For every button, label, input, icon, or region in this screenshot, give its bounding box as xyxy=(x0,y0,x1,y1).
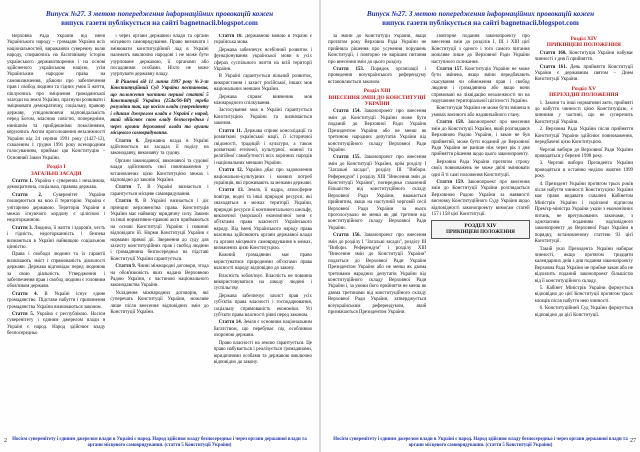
article-number: Стаття 158. xyxy=(436,120,468,126)
paragraph-text: Законопроект про внесення змін до Конституції України, крім розділу I "Загальні засади", розділу III "Вибори. Референдум" і розділу XIII "Внесення змін до Конституції України", попередньо схвалений більшістю від конституційного складу Верховної Ради України, вважається прийнятим, якщо на наступній черговій сесії Верховної Ради України за нього проголосувало не менш як дві третини від конституційного складу Верховної Ради України. xyxy=(328,155,427,231)
header-line-2: випуск газети публікується на сайті bagnetnacii.blogspot.com xyxy=(382,19,579,27)
paragraph xyxy=(431,67,529,105)
stamp-number: РОЗДІЛ XIV xyxy=(464,223,497,230)
right-column-1 xyxy=(328,34,426,430)
paragraph xyxy=(110,199,208,263)
article-number: Стаття 12. xyxy=(218,168,246,174)
paragraph-text: Земля, її надра, атмосферне повітря, водні та інші природні ресурси, які знаходяться в межах території України, природні ресурси її континентального шельфу, виключної (морської) економічної зони є об'єктами права власності Українського народу. Від імені Українського народу права власника здійснюють органи державної влади та органи місцевого самоврядування в межах, визначених цією Конституцією. xyxy=(213,188,312,251)
left-column-1 xyxy=(7,34,105,430)
left-page xyxy=(0,0,319,452)
paragraph xyxy=(535,127,633,146)
stamp-title: ПРИКІНЦЕВІ ПОЛОЖЕННЯ xyxy=(446,229,515,235)
section-heading xyxy=(328,88,426,107)
paragraph xyxy=(214,294,312,320)
paragraph-text: Україна дбає про задоволення національно-культурних і мовних потреб українців, які проживають за межами держави. xyxy=(213,168,312,186)
section-stamp-image xyxy=(431,220,529,239)
paragraph xyxy=(214,74,312,93)
article-number: Стаття 160. xyxy=(539,50,570,56)
article-number: Стаття 6. xyxy=(115,138,145,144)
section-number: Розділ І xyxy=(46,164,66,171)
article-number: Стаття 9. xyxy=(115,264,138,270)
paragraph-text: Кожний громадянин має право користуватися природними об'єктами права власності народу відповідно до закону. xyxy=(213,253,312,272)
paragraph xyxy=(110,291,208,317)
left-page-header xyxy=(6,10,313,28)
paragraph-text: і через органи державної влади та органи місцевого самоврядування. Право визначати і змінювати конституційний лад в Україні належить виключно народові і не може бути узурповане державою, її органами або посадовими особами. Ніхто не може узурпувати державну владу. xyxy=(110,34,209,78)
article-number: Стаття 159. xyxy=(436,179,468,185)
paragraph-text: В Україні гарантується вільний розвиток, використання і захист російської, інших мов національних меншин України. xyxy=(213,74,312,93)
paragraph-text: Держава забезпечує захист прав усіх суб'єктів права власності і господарювання, соціальну спрямованість економіки. Усі суб'єкти права власності рівні перед законом. xyxy=(213,293,312,319)
section-title: ПЕРЕХІДНІ ПОЛОЖЕННЯ xyxy=(549,92,619,99)
paragraph xyxy=(214,253,312,272)
paragraph xyxy=(7,252,105,290)
paragraph xyxy=(110,264,208,290)
section-number: Розділ XV xyxy=(571,85,596,92)
paragraph-text: Конституція України набуває чинності з дня її прийняття. xyxy=(534,50,633,63)
paragraph-text: Повторне подання законопроекту про внесення змін до розділів I, III і XIII цієї Конституції з одного і того самого питання можливе лише до Верховної Ради України наступного скликання. xyxy=(431,34,530,65)
paragraph xyxy=(214,341,312,367)
article-number: Стаття 156. xyxy=(333,233,365,239)
paragraph-text: 4. Президент України протягом трьох років після набуття чинності Конституцією України має право видавати схвалені Кабінетом Міністрів України і скріплені підписом Прем'єр-міністра України укази з економічних питань, не врегульованих законами, з одночасним поданням відповідного законопроекту до Верховної Ради України в порядку, встановленому статтею 93 цієї Конституції. xyxy=(534,181,633,245)
paragraph xyxy=(214,188,312,252)
paragraph-text: 3. Чергові вибори Президента України проводяться в останню неділю жовтня 1999 року. xyxy=(534,161,633,180)
article-number: Стаття 161. xyxy=(539,64,570,70)
article-number: Стаття 4. xyxy=(12,291,45,297)
paragraph-text: Укладення міжнародних договорів, які суперечать Конституції України, можливе лише після внесення відповідних змін до Конституції України. xyxy=(110,290,209,316)
paragraph xyxy=(535,182,633,246)
article-number: Стаття 7. xyxy=(115,185,148,191)
paragraph-text: Суверенітет України поширюється на всю її територію. Україна є унітарною державою. Територія України в межах існуючого кордону є цілісною і недоторканною. xyxy=(7,192,106,224)
paragraph-text: Україна є республікою. Носієм суверенітету і єдиним джерелом влади в Україні є народ. Народ здійснює владу безпосередньо xyxy=(7,312,106,337)
right-column-2 xyxy=(431,34,529,430)
paragraph xyxy=(214,34,312,47)
paragraph-text: В Україні існує єдине громадянство. Підстави набуття і припинення громадянства України визначаються законом. xyxy=(7,291,106,310)
paragraph xyxy=(328,233,426,316)
paragraph-text: за зміни до Конституції України, якщо протягом року Верховна Рада України не прийняла рішення про усунення порушень Конституції, і повторно не вирішив питання про внесення змін до цього розділу. xyxy=(328,34,427,65)
header-line-1: Випуск №27. З метою попередження інформаційних провокацій кожен xyxy=(45,10,274,18)
paragraph-text: Держава сприяє вивченню мов міжнародного спілкування. xyxy=(213,94,312,107)
paragraph-text: Держава забезпечує всебічний розвиток і функціонування української мови в усіх сферах суспільного життя на всій території України. xyxy=(213,47,312,73)
right-columns xyxy=(328,34,633,430)
paragraph-text: Людина, її життя і здоров'я, честь і гідність, недоторканність і безпека визнаються в Україні найвищою соціальною цінністю. xyxy=(7,225,106,250)
paragraph xyxy=(328,34,426,66)
paragraph-text: 6. Конституційний Суд України формується відповідно до цієї Конституції. xyxy=(534,306,633,318)
paragraph-text: Україна є суверенна і незалежна, демократична, соціальна, правова держава. xyxy=(7,178,106,191)
article-number: Стаття 13. xyxy=(218,188,248,194)
paragraph xyxy=(7,292,105,311)
article-number: Стаття 155. xyxy=(333,155,365,161)
header-line-1: Випуск №27. З метою попередження інформаційних провокацій кожен xyxy=(366,10,595,18)
paragraph-text: Законопроект про внесення змін до Конституції України розглядається Верховною Радою України за наявності висновку Конституційного Суду України щодо відповідності законопроекту вимогам статей 157 і 158 цієї Конституції. xyxy=(431,179,530,217)
paragraph-text: 1. Закони та інші нормативні акти, прийняті до набуття чинності цією Конституцією, є чинними у частині, що не суперечить Конституції України. xyxy=(534,100,633,125)
paragraph-text: День прийняття Конституції України є державним святом – Днем Конституції України. xyxy=(534,64,633,83)
paragraph xyxy=(535,51,633,64)
paragraph xyxy=(328,155,426,232)
paragraph-text: Верховна Рада України від імені Українського народу – громадян України всіх національностей, виражаючи суверенну волю народу, спираючись на багатовікову історію українського державотворення і на основі здійсненого українською нацією, усім Українським народом права на самовизначення, дбаючи про забезпечення прав і свобод людини та гідних умов її життя, піклуючись про зміцнення громадянської злагоди на землі України, прагнучи розвивати і зміцнювати демократичну, соціальну, правову державу, усвідомлюючи відповідальність перед Богом, власною совістю, попередніми, нинішнім та прийдешніми поколіннями, керуючись Актом проголошення незалежності України від 24 серпня 1991 року (1427-12), схваленим 1 грудня 1991 року всенародним голосуванням, приймає цю Конституцію – Основний Закон України. xyxy=(7,34,106,161)
article-number: Стаття 8. xyxy=(115,199,144,205)
section-title: ВНЕСЕННЯ ЗМІН ДО КОНСТИТУЦІЇ УКРАЇНИ xyxy=(328,94,426,108)
section-heading xyxy=(535,36,633,49)
paragraph-text: Чинні міжнародні договори, згода на обов'язковість яких надана Верховною Радою України, є частиною національного законодавства України. xyxy=(110,264,209,289)
paragraph xyxy=(7,193,105,225)
header-line-2: випуск газети публікується на сайті bagnetnacii.blogspot.com xyxy=(61,19,258,27)
paragraph-text: 5. Кабінет Міністрів України формується відповідно до цієї Конституції протягом трьох місяців після набуття нею чинності. xyxy=(534,286,633,304)
paragraph-text: Конституція України не може бути змінена в умовах воєнного або надзвичайного стану. xyxy=(431,106,530,118)
paragraph xyxy=(110,80,208,138)
paragraph-text: Застосування мов в Україні гарантується Конституцією України та визначається законом. xyxy=(213,108,312,127)
paragraph xyxy=(214,274,312,293)
section-title: ПРИКІНЦЕВІ ПОЛОЖЕННЯ xyxy=(546,42,621,49)
paragraph xyxy=(535,306,633,319)
paragraph xyxy=(431,180,529,218)
paragraph-text: Державна влада в Україні здійснюється на засадах її поділу на законодавчу, виконавчу та судову. xyxy=(110,138,209,157)
article-number: Стаття 1. xyxy=(12,178,35,184)
paragraph-text: В Україні визнається і діє принцип верховенства права. Конституція України має найвищу юридичну силу. Закони та інші нормативно-правові акти приймаються на основі Конституції України і повинні відповідати їй. Норми Конституції України є нормами прямої дії. Звернення до суду для захисту конституційних прав і свобод людини і громадянина безпосередньо на підставі Конституції України гарантується. xyxy=(110,199,209,262)
section-number: Розділ XIV xyxy=(570,36,598,42)
paragraph xyxy=(214,48,312,74)
section-heading xyxy=(535,86,633,99)
paragraph xyxy=(535,247,633,285)
paragraph xyxy=(431,120,529,158)
left-column-2 xyxy=(110,34,208,430)
paragraph xyxy=(535,161,633,180)
paragraph xyxy=(7,179,105,192)
paragraph xyxy=(110,34,208,79)
paragraph xyxy=(110,159,208,185)
left-page-number: 2 xyxy=(4,438,7,444)
article-number: Стаття 153. xyxy=(333,67,371,73)
paragraph-text: Земля є основним національним багатством, що перебуває під особливою охороною держави. xyxy=(213,320,312,339)
paragraph xyxy=(7,312,105,338)
paragraph-text: Право власності на землю гарантується. Це право набувається і реалізується громадянами, юридичними особами та державою виключно відповідно до закону. xyxy=(213,340,312,365)
paragraph-text: Законопроект про внесення змін до Конституції України, який розглядався Верховною Радою України, і закон не був прийнятий, може бути поданий до Верховної Ради України не раніше ніж через рік з дня прийняття рішення щодо цього законопроекту. xyxy=(431,120,530,158)
right-page xyxy=(321,0,640,452)
left-columns xyxy=(7,34,312,430)
paragraph xyxy=(328,109,426,154)
paragraph-text: Конституція України не може бути змінена, якщо зміни передбачають скасування чи обмеження прав і свобод людини і громадянина або якщо вони спрямовані на ліквідацію незалежності чи на порушення територіальної цілісності України. xyxy=(431,67,530,105)
paragraph-text: Законопроект про внесення змін до Конституції України може бути поданий до Верховної Ради України Президентом України або не менш як третиною народних депутатів України від конституційного складу Верховної Ради України. xyxy=(328,109,427,153)
left-page-footer: Носієм суверенітету і єдиним джерелом влади в Україні є народ. Народ здійснює владу безпосередньо і через органи державної влади та органи місцевого самоврядування. (стаття 5 Конституції України) xyxy=(12,437,307,448)
paragraph xyxy=(535,148,633,161)
paragraph xyxy=(7,226,105,252)
paragraph xyxy=(431,160,529,179)
article-number: Стаття 11. xyxy=(218,128,245,134)
paragraph-text: Порядок організації і проведення всеукраїнського референдуму встановлюється законом. xyxy=(328,67,427,85)
paragraph-text: Державною мовою в Україні є українська мова. xyxy=(213,34,312,46)
paragraph xyxy=(214,129,312,167)
article-number: Стаття 10. xyxy=(218,34,245,39)
article-number: Стаття 157. xyxy=(436,67,465,73)
paragraph-text: Права і свободи людини та їх гарантії визначають зміст і спрямованість діяльності держави. Держава відповідає перед людиною за свою діяльність. Утвердження і забезпечення прав і свобод людини є головним обов'язком держави. xyxy=(7,252,106,290)
right-page-footer: Носієм суверенітету і єдиним джерелом влади в Україні є народ. Народ здійснює владу безпосередньо і через органи державної влади та органи місцевого самоврядування. (стаття 5 Конституції України) xyxy=(333,437,628,448)
paragraph-text: 2. Верховна Рада України після прийняття Конституції України здійснює повноваження, передбачені цією Конституцією. xyxy=(534,127,633,146)
paragraph xyxy=(328,67,426,86)
right-page-number: 27 xyxy=(630,438,636,444)
paragraph xyxy=(214,168,312,187)
article-number: Стаття 14. xyxy=(218,320,244,326)
article-number: Стаття 5. xyxy=(12,312,37,318)
paragraph-text: Такий указ Президента України набирає чинності, якщо протягом тридцяти календарних днів з дня подання законопроекту Верховна Рада України не прийме закон або не відхилить поданий законопроект більшістю від її конституційного складу. xyxy=(534,246,633,284)
paragraph-text: В Україні визнається і гарантується місцеве самоврядування. xyxy=(110,185,209,197)
paragraph xyxy=(214,320,312,339)
section-title: ЗАГАЛЬНІ ЗАСАДИ xyxy=(30,170,82,177)
paragraph xyxy=(110,139,208,158)
paragraph xyxy=(431,106,529,119)
paragraph-text: Держава сприяє консолідації та розвиткові української нації, її історичної свідомості, традицій і культури, а також розвиткові етнічної, культурної, мовної та релігійної самобутності всіх корінних народів і національних меншин України. xyxy=(213,128,312,166)
paragraph xyxy=(110,185,208,198)
right-page-header xyxy=(327,10,634,28)
paragraph-text: Чергові вибори до Верховної Ради України проводяться у березні 1998 року. xyxy=(534,147,633,159)
article-number: Стаття 2. xyxy=(12,192,53,198)
paragraph xyxy=(214,108,312,127)
article-number: Стаття 154. xyxy=(333,109,365,115)
paragraph xyxy=(7,34,105,162)
paragraph-text: Органи законодавчої, виконавчої та судової влади здійснюють свої повноваження у встановлених цією Конституцією межах і відповідно до законів України. xyxy=(110,158,209,183)
paragraph-text: Законопроект про внесення змін до розділу I "Загальні засади", розділу III "Вибори. Референдум" і розділу XIII "Внесення змін до Конституції України" подається до Верховної Ради України Президентом України або не менш як двома третинами народних депутатів України від конституційного складу Верховної Ради України і, за умови його прийняття не менш як двома третинами від конституційного складу Верховної Ради України, затверджується всеукраїнським референдумом, який призначається Президентом України. xyxy=(328,233,427,316)
paragraph xyxy=(535,286,633,305)
left-column-3 xyxy=(214,34,312,430)
paragraph xyxy=(535,65,633,84)
paragraph xyxy=(214,95,312,108)
paragraph-text: Верховна Рада України протягом строку своїх повноважень не може двічі змінювати одні й ті самі положення Конституції. xyxy=(431,159,530,178)
section-heading xyxy=(7,164,105,177)
paragraph-text: В Рішенні від 11 липня 1997 року №3-зп Конституційний Суд України постановив, що положення частини першої статті 5 Конституції України (254к/96-ВР) треба розуміти так, що носієм влади суверенітету і єдиним джерелом влади в Україні є народ, який здійснює свою владу безпосередньо і через органи державної влади та органи місцевого самоврядування. xyxy=(110,79,209,137)
section-number: Розділ XIII xyxy=(363,88,391,95)
article-number: Стаття 3. xyxy=(12,225,35,231)
right-column-3 xyxy=(535,34,633,430)
paragraph-text: Власність зобов'язує. Власність не повинна використовуватися на шкоду людині і суспільству. xyxy=(213,273,312,292)
paragraph xyxy=(431,34,529,66)
paragraph xyxy=(535,101,633,127)
